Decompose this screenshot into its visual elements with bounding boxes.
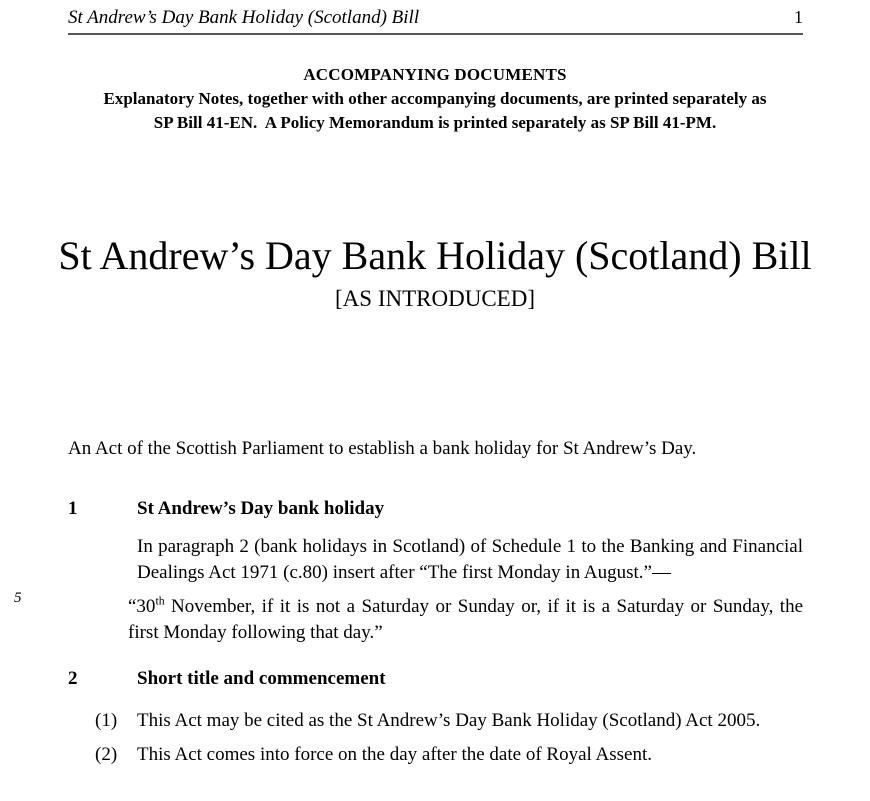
section-2-subsection-1 (0, 708, 870, 742)
subsection-2-text: This Act comes into force on the day after the date of Royal Assent. (137, 744, 652, 765)
page-number: 1 (794, 7, 803, 27)
accompanying-documents-line-2: SP Bill 41-EN. A Policy Memorandum is printed separately as SP Bill 41-PM. (153, 113, 717, 132)
header-rule (68, 33, 803, 35)
section-2-heading-row (0, 666, 870, 696)
section-2-number: 2 (68, 668, 78, 689)
running-header-title: St Andrew’s Day Bank Holiday (Scotland) Bill (68, 7, 420, 28)
subsection-1-number: (1) (95, 710, 118, 731)
section-1-number: 1 (68, 498, 78, 519)
inserted-text-prefix: “30 (128, 596, 156, 617)
accompanying-documents-line-1: Explanatory Notes, together with other accompanying documents, are printed separately as (103, 89, 767, 108)
document-subtitle: [AS INTRODUCED] (335, 286, 535, 311)
margin-line-number: 5 (14, 590, 22, 606)
inserted-text-ordinal-suffix: th (155, 594, 165, 608)
subsection-1-text: This Act may be cited as the St Andrew’s Day Bank Holiday (Scotland) Act 2005. (137, 710, 761, 731)
section-1 (0, 496, 870, 646)
subsection-2-number: (2) (95, 744, 118, 765)
running-header (68, 5, 803, 30)
inserted-text-remainder: November, if it is not a Saturday or Sunday or, if it is a Saturday or Sunday, the first Monday following that day.” (128, 596, 803, 643)
section-2-title: Short title and commencement (137, 668, 386, 689)
long-title: An Act of the Scottish Parliament to establish a bank holiday for St Andrew’s Day. (68, 438, 697, 459)
section-2 (0, 666, 870, 776)
section-1-heading-row (0, 496, 870, 526)
document-title: St Andrew’s Day Bank Holiday (Scotland) Bill (58, 233, 812, 278)
section-1-title: St Andrew’s Day bank holiday (137, 498, 385, 519)
accompanying-documents-block (55, 63, 815, 135)
bill-body (0, 496, 870, 776)
section-2-subsection-2 (0, 742, 870, 776)
section-1-inserted-text (128, 586, 803, 646)
title-block (55, 232, 815, 314)
section-1-paragraph: In paragraph 2 (bank holidays in Scotland) of Schedule 1 to the Banking and Financial Dealings Act 1971 (c.80) insert after “The first Monday in August.”— (137, 536, 803, 583)
accompanying-documents-heading: ACCOMPANYING DOCUMENTS (303, 65, 567, 84)
